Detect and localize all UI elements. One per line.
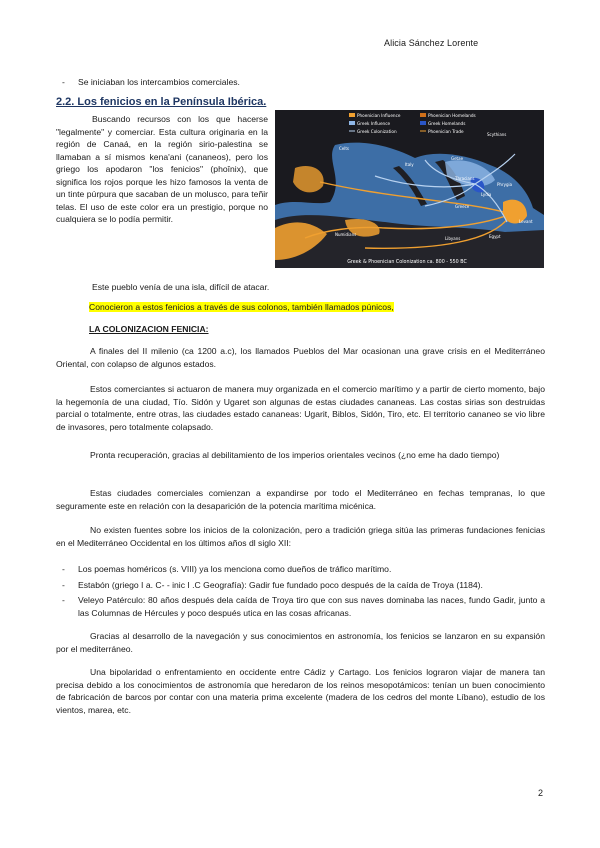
- closing-paragraph-1: Gracias al desarrollo de la navegación y sus conocimientos en astronomía, los fenicios se lanzaron en su expansión por el mediterráneo.: [56, 631, 545, 654]
- island-sentence: Este pueblo venía de una isla, difícil de atacar.: [92, 282, 270, 292]
- list-item: [62, 579, 545, 592]
- map-label: Phrygia: [497, 182, 513, 187]
- map-label: Thracians: [455, 176, 475, 181]
- paragraph-5: No existen fuentes sobre los inicios de la colonización, pero a tradición griega sitúa las primeras fundaciones fenicias en el Mediterráneo Occidental en los últimos años dl siglo XII:: [56, 525, 545, 548]
- map-label: Levant: [519, 219, 533, 224]
- closing-paragraph-2: Una bipolaridad o enfrentamiento en occidente entre Cádiz y Cartago. Los fenicios lograron viajar de manera tan precisa debido a los conocimientos de astronomía que heredaron de los reinos mesopotámicos: tenían un buen conocimiento de fabricación de barcos por contar con una materia prima excelente (madera de los cedros del monte Líbano), estudio de los vientos, marea, etc.: [56, 667, 545, 715]
- header-author: Alicia Sánchez Lorente: [384, 38, 479, 48]
- paragraph-4: Estas ciudades comerciales comienzan a expandirse por todo el Mediterráneo en fechas tempranas, lo que seguramente este en relación con la desaparición de la potencia marítima micénica.: [56, 488, 545, 511]
- bullet-dash: -: [62, 579, 65, 590]
- map-label: Italy: [405, 162, 414, 167]
- map-label: Greece: [455, 204, 470, 209]
- sources-list: [62, 563, 545, 622]
- map-label: Scythians: [487, 132, 507, 137]
- highlighted-text: Conocieron a estos fenicios a través de sus colonos, también llamados púnicos,: [89, 302, 394, 312]
- map-label: Libyans: [445, 236, 461, 241]
- paragraph-2: Estos comerciantes si actuaron de manera muy organizada en el comercio marítimo y a partir de cierto momento, bajo la hegemonía de una ciudad, Tío. Sidón y Ugaret son algunas de estas ciudades cananeas. Las costas sirias son destruidas parcial o totalmente, entre otras, las ciudades estado cananeas: Ugarit, Biblos, Sidón, Tiro, etc. El territorio cananeo se vio libre de invasores, pero totalmente colapsado.: [56, 384, 545, 432]
- legend-item: Phoenician Trade: [428, 129, 464, 134]
- map-label: Getae: [451, 156, 464, 161]
- list-item-text: Los poemas homéricos (s. VIII) ya los menciona como dueños de tráfico marítimo.: [78, 564, 392, 574]
- bullet-dash: -: [62, 595, 65, 605]
- list-item-text: Estabón (griego I a. C- - inic I .C Geografía): Gadir fue fundado poco después de la caída de Troya (1184).: [78, 579, 483, 590]
- legend-item: Greek Influence: [357, 121, 391, 126]
- section-heading: 2.2. Los fenicios en la Península Ibérica.: [56, 96, 267, 108]
- list-item-text: Veleyo Patérculo: 80 años después dela caída de Troya tiro que con sus naves dominaba las naces, fundo Gadir, junto a las Columnas de Hércules y poco después utica en las cosas africanas.: [78, 595, 545, 618]
- highlight-sentence: [89, 301, 394, 314]
- paragraph-1: A finales del II milenio (ca 1200 a.c), los llamados Pueblos del Mar ocasionan una grave crisis en el Mediterráneo Oriental, con colapso de algunos estados.: [56, 346, 545, 369]
- paragraph-3: Pronta recuperación, gracias al debilitamiento de los imperios orientales vecinos (¿no eme ha dado tiempo): [90, 450, 500, 460]
- legend-item: Greek Colonization: [357, 129, 397, 134]
- bullet-dash: -: [62, 564, 65, 574]
- map-caption: Greek & Phoenician Colonization ca. 800 - 550 BC: [347, 260, 467, 265]
- bullet-text: Se iniciaban los intercambios comerciales.: [78, 77, 240, 87]
- legend-item: Phoenician Influence: [357, 113, 401, 118]
- colonization-map: [275, 110, 544, 268]
- bullet-dash: -: [62, 77, 65, 87]
- page-number: 2: [538, 788, 544, 798]
- map-label: Lydia: [481, 192, 492, 197]
- legend-item: Phoenician Homelands: [428, 113, 476, 118]
- list-item: [62, 594, 545, 619]
- legend-item: Greek Homelands: [428, 121, 466, 126]
- map-label: Numidians: [335, 232, 357, 237]
- map-label: Egypt: [489, 234, 501, 239]
- colonization-title: LA COLONIZACION FENICIA:: [89, 324, 209, 334]
- list-item: [62, 563, 545, 576]
- intro-paragraph: Buscando recursos con los que hacerse "legalmente" y comerciar. Esta cultura originaria en la región de Canaá, en la región sirio-palestina se llamaban a sí mismos kena'ani (cananeos), pero los griego los apodaron "los fenicios" (phoînix), que significa los rojos porque les hizo famosos la venta de un tinte púrpura que sacaban de un molusco, para teñir telas. El uso de este color era un prestigio, porque no cualquiera se lo podía permitir.: [56, 114, 268, 224]
- map-label: Celts: [339, 146, 350, 151]
